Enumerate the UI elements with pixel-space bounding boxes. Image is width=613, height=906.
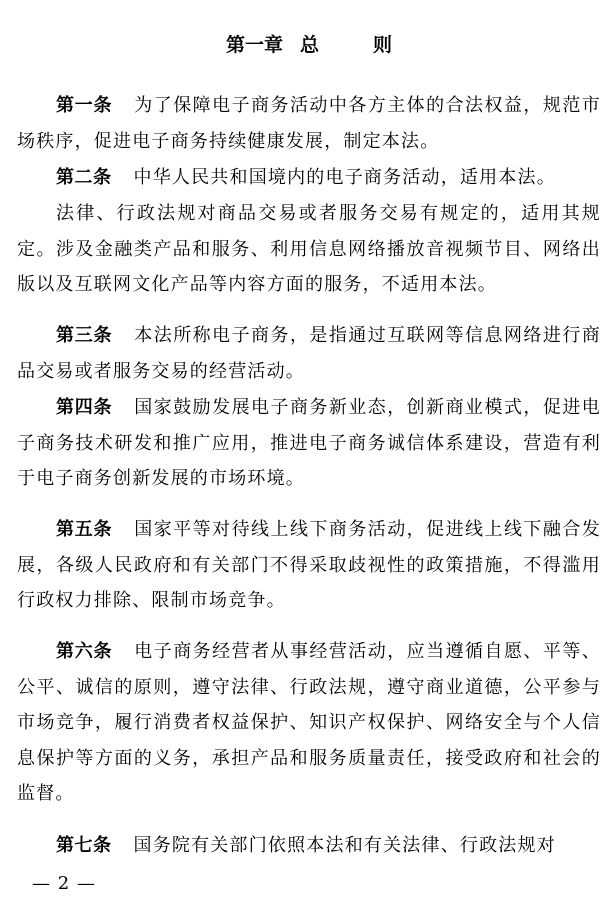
chapter-title-char-1: 总 [300, 34, 320, 56]
article-text: 国家平等对待线上线下商务活动，促进线上线下融合发展，各级人民政府和有关部门不得采取歧视性的政策措施，不得滥用行政权力排除、限制市场竞争。 [17, 519, 601, 611]
article-3 [17, 318, 601, 389]
article-label: 第五条 [56, 519, 113, 540]
chapter-title-char-2: 则 [373, 34, 393, 56]
article-5 [17, 512, 601, 619]
article-text: 为了保障电子商务活动中各方主体的合法权益，规范市场秩序，促进电子商务持续健康发展，制定本法。 [17, 95, 601, 152]
article-1 [17, 88, 601, 159]
article-label: 第六条 [56, 641, 113, 662]
page-number: — 2 — [32, 873, 96, 894]
article-4 [17, 390, 601, 497]
article-label: 第二条 [56, 167, 112, 188]
article-2 [17, 160, 601, 196]
article-label: 第三条 [56, 325, 113, 346]
article-6 [17, 634, 601, 812]
article-text: 国家鼓励发展电子商务新业态，创新商业模式，促进电子商务技术研发和推广应用，推进电子商务诚信体系建设，营造有利于电子商务创新发展的市场环境。 [17, 397, 601, 489]
article-text: 法律、行政法规对商品交易或者服务交易有规定的，适用其规定。涉及金融类产品和服务、利用信息网络播放音视频节目、网络出版以及互联网文化产品等内容方面的服务，不适用本法。 [17, 203, 601, 295]
article-text: 中华人民共和国境内的电子商务活动，适用本法。 [133, 167, 556, 188]
article-text: 电子商务经营者从事经营活动，应当遵循自愿、平等、公平、诚信的原则，遵守法律、行政法规，遵守商业道德，公平参与市场竞争，履行消费者权益保护、知识产权保护、网络安全与个人信息保护等方面的义务，承担产品和服务质量责任，接受政府和社会的监督。 [17, 641, 601, 804]
article-2-paragraph-2 [17, 196, 601, 303]
article-label: 第一条 [56, 95, 113, 116]
article-text: 本法所称电子商务，是指通过互联网等信息网络进行商品交易或者服务交易的经营活动。 [17, 325, 601, 382]
article-label: 第七条 [56, 835, 112, 856]
article-label: 第四条 [56, 397, 113, 418]
chapter-title [0, 28, 613, 62]
article-text: 国务院有关部门依照本法和有关法律、行政法规对 [133, 835, 556, 856]
chapter-number: 第一章 [226, 34, 284, 56]
article-7 [17, 828, 601, 864]
